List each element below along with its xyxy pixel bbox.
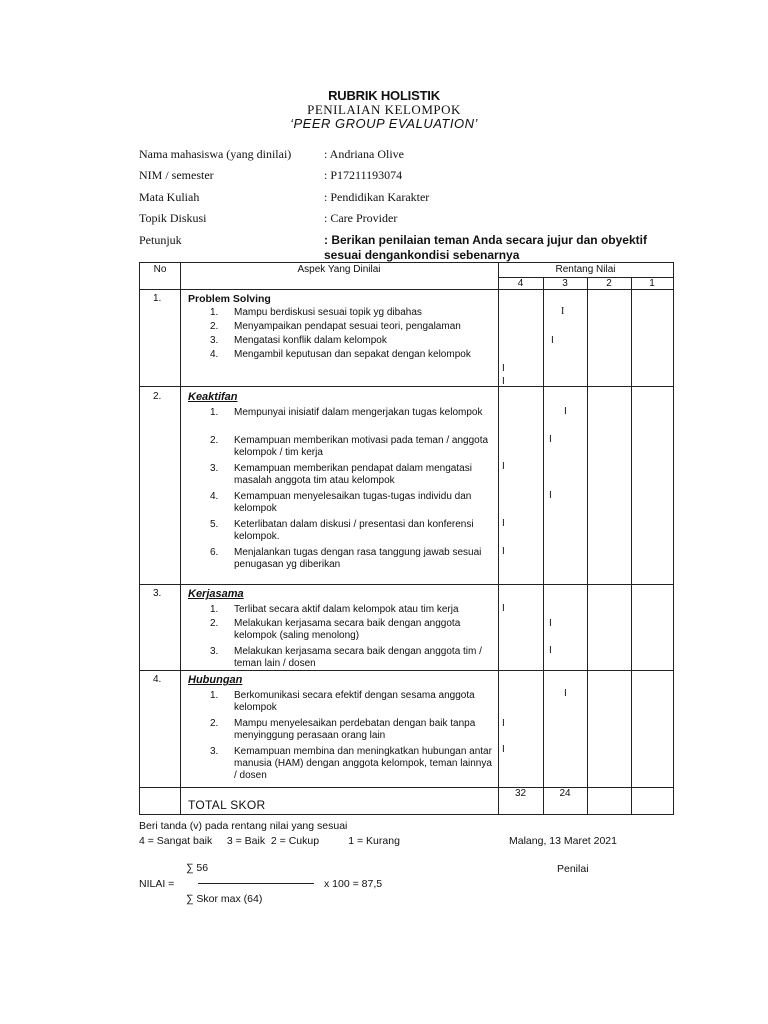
list-item: 1. Mampu berdiskusi sesuai topik yg dibahas (210, 307, 422, 318)
section-number: 2. (153, 391, 162, 402)
document-subtitle: PENILAIAN KELOMPOK (307, 102, 461, 117)
place-date: Malang, 13 Maret 2021 (509, 835, 617, 847)
score-header-1: 1 (649, 278, 655, 289)
score-header-2: 2 (606, 278, 612, 289)
fraction-line (198, 883, 314, 884)
list-item: 1. Berkomunikasi secara efektif dengan sesama anggota kelompok (210, 690, 475, 713)
info-label-matakuliah: Mata Kuliah (139, 190, 200, 204)
list-item: 2. Kemampuan memberikan motivasi pada teman / anggota kelompok / tim kerja (210, 435, 489, 458)
list-item: 2. Mampu menyelesaikan perdebatan dengan baik tanpa menyinggung perasaan orang lain (210, 718, 476, 741)
score-legend: 4 = Sangat baik 3 = Baik 2 = Cukup 1 = Kurang (139, 835, 400, 847)
list-item: 3. Mengatasi konflik dalam kelompok (210, 335, 387, 346)
list-item: 3. Kemampuan memberikan pendapat dalam mengatasi masalah anggota tim atau kelompok (210, 463, 472, 486)
info-label-nim: NIM / semester (139, 168, 214, 182)
list-item: 5. Keterlibatan dalam diskusi / presentasi dan konferensi kelompok. (210, 519, 474, 542)
document-title: RUBRIK HOLISTIK (328, 88, 440, 103)
list-item: 6. Menjalankan tugas dengan rasa tanggung jawab sesuai penugasan yg diberikan (210, 547, 482, 570)
section-title-kerjasama: Kerjasama (188, 588, 244, 600)
table-divider (140, 584, 673, 585)
info-label-petunjuk: Petunjuk (139, 233, 182, 247)
total-score-label: TOTAL SKOR (188, 798, 266, 812)
score-header-3: 3 (562, 278, 568, 289)
marking-instruction: Beri tanda (v) pada rentang nilai yang sesuai (139, 820, 348, 832)
score-mark: I (502, 546, 505, 557)
score-mark: I (502, 744, 505, 755)
total-score-3: 24 (559, 788, 571, 799)
score-mark: I (502, 603, 505, 614)
list-item: 1. Mempunyai inisiatif dalam mengerjakan tugas kelompok (210, 407, 483, 418)
score-mark: I (564, 688, 567, 699)
rubric-table (139, 262, 674, 815)
list-item: 4. Kemampuan menyelesaikan tugas-tugas individu dan kelompok (210, 491, 472, 514)
table-divider (543, 277, 544, 814)
score-mark: I (502, 376, 505, 387)
table-divider (180, 263, 181, 814)
score-mark: I (549, 618, 552, 629)
info-value-nim: : P17211193074 (324, 168, 403, 182)
score-mark: I (502, 518, 505, 529)
score-mark: I (551, 335, 554, 346)
table-divider (140, 670, 673, 671)
info-label-nama: Nama mahasiswa (yang dinilai) (139, 147, 292, 161)
info-value-petunjuk: : Berikan penilaian teman Anda secara jujur dan obyektif sesuai dengankondisi sebenarnya (324, 233, 647, 262)
score-mark: I (561, 306, 565, 317)
penilai-label: Penilai (557, 863, 589, 875)
section-number: 4. (153, 674, 162, 685)
section-title-problem-solving: Problem Solving (188, 293, 271, 305)
info-value-matakuliah: : Pendidikan Karakter (324, 190, 430, 204)
document-subtitle-english: ‘PEER GROUP EVALUATION’ (290, 116, 478, 131)
sum-numerator: ∑ 56 (186, 862, 209, 874)
col-header-aspek: Aspek Yang Dinilai (297, 264, 381, 275)
col-header-no: No (153, 264, 167, 275)
total-score-4: 32 (514, 788, 527, 799)
score-mark: I (502, 461, 505, 472)
list-item: 3. Melakukan kerjasama secara baik dengan anggota tim / teman lain / dosen (210, 646, 482, 669)
list-item: 2. Melakukan kerjasama secara baik dengan anggota kelompok (saling menolong) (210, 618, 461, 641)
list-item: 4. Mengambil keputusan dan sepakat dengan kelompok (210, 349, 471, 360)
info-value-topik: : Care Provider (324, 211, 398, 225)
nilai-result: x 100 = 87,5 (324, 878, 383, 890)
table-divider (140, 787, 673, 788)
nilai-label: NILAI = (139, 878, 175, 890)
score-mark: I (549, 490, 552, 501)
table-divider (140, 289, 673, 290)
score-mark: I (549, 645, 552, 656)
sum-denominator: ∑ Skor max (64) (186, 893, 263, 905)
table-divider (631, 277, 632, 814)
score-mark: I (549, 434, 552, 445)
table-divider (587, 277, 588, 814)
section-number: 3. (153, 588, 162, 599)
table-divider (140, 386, 673, 387)
list-item: 2. Menyampaikan pendapat sesuai teori, pengalaman (210, 321, 461, 332)
section-title-keaktifan: Keaktifan (188, 391, 238, 403)
col-header-rentang: Rentang Nilai (555, 264, 616, 275)
score-mark: I (564, 406, 567, 417)
info-label-topik: Topik Diskusi (139, 211, 207, 225)
info-value-nama: : Andriana Olive (324, 147, 404, 161)
section-title-hubungan: Hubungan (188, 674, 243, 686)
score-mark: I (502, 363, 505, 374)
list-item: 1. Terlibat secara aktif dalam kelompok atau tim kerja (210, 604, 459, 615)
section-number: 1. (153, 293, 162, 304)
score-header-4: 4 (517, 278, 524, 289)
list-item: 3. Kemampuan membina dan meningkatkan hubungan antar manusia (HAM) dengan anggota kelompok, teman lainnya / dosen (210, 746, 492, 781)
score-mark: I (502, 718, 505, 729)
